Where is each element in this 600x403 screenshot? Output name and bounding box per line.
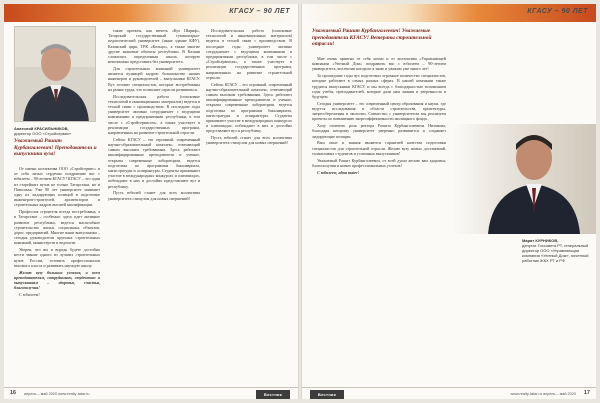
left-col1-paragraph: С юбилеем! [19,292,40,298]
right-lead-quote: Уважаемый Рашит Курбангалеевич! Уважаемые преподаватели КГАСУ! Ветераны строительной отрасли! [312,28,432,48]
portrait-photo-right [452,124,596,234]
header-stripe-fade [302,4,476,22]
left-running-head: КГАСУ – 90 ЛЕТ [229,8,290,15]
left-col3-paragraph: Сейчас КГАСУ – это огромный, современный научно-образовательный комплекс, отвечающий самым высоким требованиям. Здесь работают квалифицированные преподаватели и ученые, открыты современные лаборатории, ведется подготовка по программам бакалавриата, магистратуры и аспирантуры. Студенты принимают участие в международных конкурсах и олимпиадах, побеждают в них и достойно представляют вуз и республику. [206,81,292,134]
left-page [4,4,298,399]
right-page [302,4,596,399]
left-caption [14,126,98,136]
left-footer-text: апрель – май 2020 www.realty-tatar.ru [24,391,90,396]
portrait-silhouette-icon [15,27,96,122]
left-col2-paragraph: такие проекты, как мечеть «Кул Шариф», Татарский государственный гуманитарно-педагогический университет (ныне здание КФУ), Казанский цирк, ТРК «Кольцо», а также многие другие знаковые объекты республики. В Казани сложилась определенная школа, которую невозможно представить без университета. [108,28,200,65]
right-caption-role: депутат Госсовета РТ, генеральный директор ООО «Управляющая компания «Уютный Дом», почетный работник ЖКХ РТ и РФ [522,243,589,263]
left-col2-paragraph: Сейчас КГАСУ – это огромный, современный научно-образовательный комплекс, отвечающий самым высоким требованиям. Здесь работают квалифицированные преподаватели и ученые, открыты современные лаборатории, ведется подготовка по программам бакалавриата, магистратуры и аспирантуры. Студенты принимают участие в международных конкурсах и олимпиадах, побеждают в них и достойно представляют вуз и республику. [108,136,200,189]
header-stripe-orange [4,4,124,22]
right-col1-paragraph: За прошедшие годы вуз подготовил огромное количество специалистов, которые работают в самых разных сферах. В нашей компании также трудятся выпускники КГАСУ, и мы всегда с благодарностью вспоминаем годы учебы, преподавателей, которые дали нам знания и уверенность в будущем. [312,73,446,100]
right-col1-paragraph: Уважаемый Рашит Курбангалеевич, от всей души желаю вам здоровья, благополучия и новых профессиональных успехов! [312,157,446,168]
right-header-band [302,4,596,22]
right-col1-paragraph: Сегодня университет – это современный центр образования и науки, где ведутся исследования в области строительства, архитектуры, энергосбережения и экологии. Совместно с университетом мы реализуем проекты по повышению энергоэффективности жилищного фонда. [312,100,446,122]
right-caption [522,238,592,263]
left-col1-paragraph: Профессия строителя всегда востребована, а в Татарстане – особенно: здесь идет активное развитие республики, ведется масштабное строительство жилья, социальных объектов, дорог, предприятий. Многие ваши выпускники – сегодня руководители крупных строительных компаний, министерств и ведомств. [14,209,100,246]
right-column-1 [312,56,446,384]
left-caption-role: директор ООО «Стройсервис» [14,131,72,136]
left-col1-paragraph: Уверен, что вы и впредь будете достойно нести звание одного из лучших строительных вузов России, готовить профессионалов высокого класса и развивать научную школу. [14,247,100,268]
right-footer [302,387,596,399]
right-footer-logo: Вестник [310,390,344,399]
right-col1-paragraph: Мне очень приятно от себя лично и от коллектива «Управляющей компании «Уютный Дом» поздравить вас с юбилеем – 90-летием университета, коллектив которого я знаю и уважаю уже много лет! [312,56,446,72]
left-header-band [4,4,298,22]
left-footer-logo: Вестник [256,390,290,399]
right-col1-paragraph: Ваш опыт и знания являются гарантией качества подготовки специалистов для строительной отрасли. Желаю вузу новых достижений, талантливых студентов и успешных выпускников! [312,140,446,156]
left-col3-paragraph: Исследовательская работа (поисковые технологий и инновационных материалов) ведется в тесной связи с производством. В последние годы университет активно сотрудничает с ведущими компаниями и предприятиями республики, в том числе с «Стройсервисом», а также участвует в реализации государственных программ, направленных на развитие строительной отрасли. [206,28,292,80]
left-column-3 [206,28,292,384]
left-col1-paragraph: Желаю вузу больших успехов, а всем преподавателям, сотрудникам, студентам и выпускникам – здоровья, счастья, благополучия! [14,269,100,291]
right-col1-paragraph: Хочу отметить роль ректора Рашита Курбангалеевича Низамова, благодаря которому университет уверенно развивается и сохраняет лидирующие позиции. [312,123,446,139]
right-caption-name: Марат КУРНИКОВ, [522,238,559,243]
left-col2-paragraph: Пусть юбилей станет для всех коллектива университета стимулом для новых свершений! [108,190,200,201]
left-column-2 [108,28,200,384]
portrait-photo-left [14,26,96,122]
right-col1-paragraph: С юбилеем, alma mater! [317,169,360,175]
left-col2-paragraph: Для строительных компаний университет является кузницей кадров: большинство наших инженеров и руководителей – выпускники КГАСУ. Вуз готовит специалистов, которые востребованы на рынке труда, что позволяет отрасли развиваться. [108,66,200,92]
portrait-man-icon [452,124,596,234]
right-running-head: КГАСУ – 90 ЛЕТ [527,8,588,15]
left-col1-paragraph: От имени коллектива ООО «Стройсервис» и от себя лично сердечно поздравляю вас с юбилеем – 90-летием КГАСУ! КГАСУ – это один из старейших вузов не только Татарстана, но и Поволжья. Уже 90 лет университет занимает одну из лидирующих позиций в подготовке инженеров-строителей, архитекторов и строительных кадров высшей квалификации. [14,166,100,208]
left-pull-quote: Уважаемый Рашит Курбангалеевич! Преподаватели и выпускники вуза! [14,138,97,158]
right-footer-text: www.realty-tatar.ru апрель – май 2020 [510,391,576,396]
left-col2-paragraph: Исследовательская работа (поисковые технологий и инновационных материалов) ведется в тесной связи с производством. В последние годы университет активно сотрудничает с ведущими компаниями и предприятиями республики, в том числе с «Стройсервисом», а также участвует в реализации государственных программ, направленных на развитие строительной отрасли. [108,93,200,136]
left-column-1 [14,166,100,384]
right-page-number: 17 [583,390,590,396]
left-col3-paragraph: Пусть юбилей станет для всех коллектива университета стимулом для новых свершений! [206,135,292,146]
left-page-number: 16 [10,390,17,396]
left-footer [4,387,298,399]
left-caption-name: Анатолий КРАСИЛЬНИКОВ, [14,126,69,131]
